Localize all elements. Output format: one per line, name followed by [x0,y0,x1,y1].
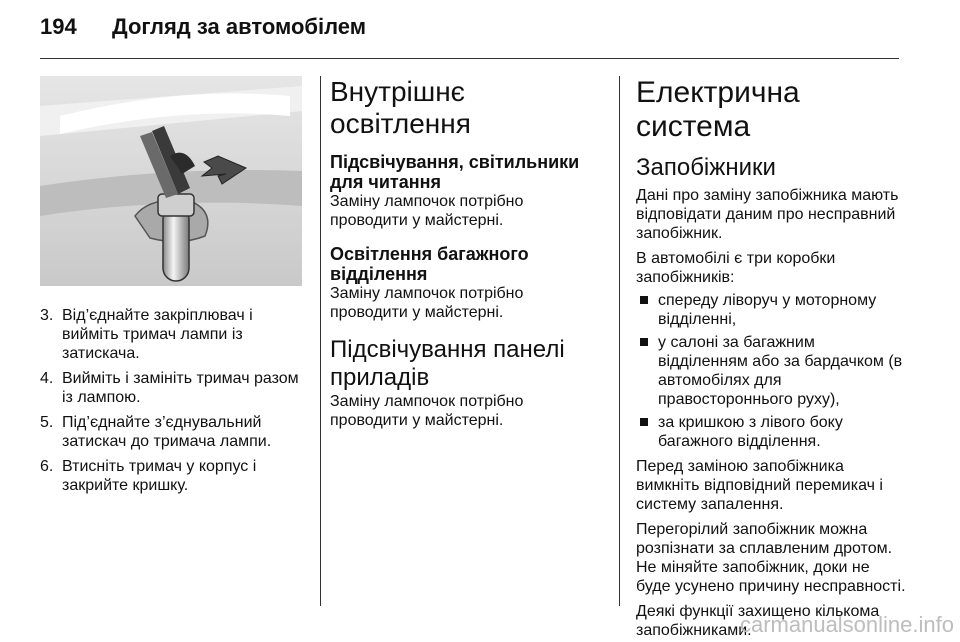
column-divider-2 [619,76,620,606]
page-title: Догляд за автомобілем [112,14,367,39]
bullet-icon [640,296,648,304]
bullet-icon [640,418,648,426]
paragraph-reading-lights: Заміну лампочок потрібно проводити у майстерні. [330,193,524,229]
list-item: у салоні за багажним відділенням або за бардачком (в автомобілях для правостороннього руху), [636,333,908,409]
subheading-luggage-light: Освітлення багажного відділення [330,244,529,284]
column-right [636,76,908,640]
bulb-holder-photo [40,76,302,286]
list-item: за кришкою з лівого боку багажного відділення. [636,413,908,451]
column-divider-1 [320,76,321,606]
column-middle [330,76,600,430]
header-rule [40,58,899,59]
paragraph-switch-off: Перед заміною запобіжника вимкніть відповідний перемикач і систему запалення. [636,458,883,513]
bullet-icon [640,338,648,346]
list-item: 3. Від’єднайте закріплювач і вийміть тримач лампи із затискача. [40,307,253,362]
step-list [40,306,302,495]
section-heading-electrical: Електрична система [636,76,800,143]
paragraph-luggage-light: Заміну лампочок потрібно проводити у майстерні. [330,285,524,321]
paragraph-multiple-fuses: Деякі функції захищено кількома запобіжниками. [636,603,880,639]
list-item: спереду ліворуч у моторному відділенні, [636,291,908,329]
watermark: carmanualsonline.info [739,612,954,637]
subheading-instrument-panel: Підсвічування панелі приладів [330,336,565,391]
subheading-reading-lights: Підсвічування, світильники для читання [330,152,580,192]
list-item: 6. Втисніть тримач у корпус і закрийте кришку. [40,458,257,494]
paragraph-fuse-spec: Дані про заміну запобіжника мають відповідати даним про несправний запобіжник. [636,187,899,242]
paragraph-fuse-boxes: В автомобілі є три коробки запобіжників: [636,250,836,286]
paragraph-instrument-panel: Заміну лампочок потрібно проводити у майстерні. [330,393,524,429]
section-heading-interior-lighting: Внутрішнє освітлення [330,76,471,139]
column-left [40,76,302,501]
subheading-fuses: Запобіжники [636,154,776,181]
paragraph-blown-fuse: Перегорілий запобіжник можна розпізнати за сплавленим дротом. Не міняйте запобіжник, доки не буде усунено причину несправності. [636,521,906,595]
page-header [40,14,366,40]
list-item: 4. Вийміть і замініть тримач разом із лампою. [40,370,299,406]
list-item: 5. Під’єднайте з’єднувальний затискач до тримача лампи. [40,414,272,450]
fuse-box-list [636,291,908,451]
bulb-holder-illustration [40,76,302,286]
page-number: 194 [40,14,77,39]
